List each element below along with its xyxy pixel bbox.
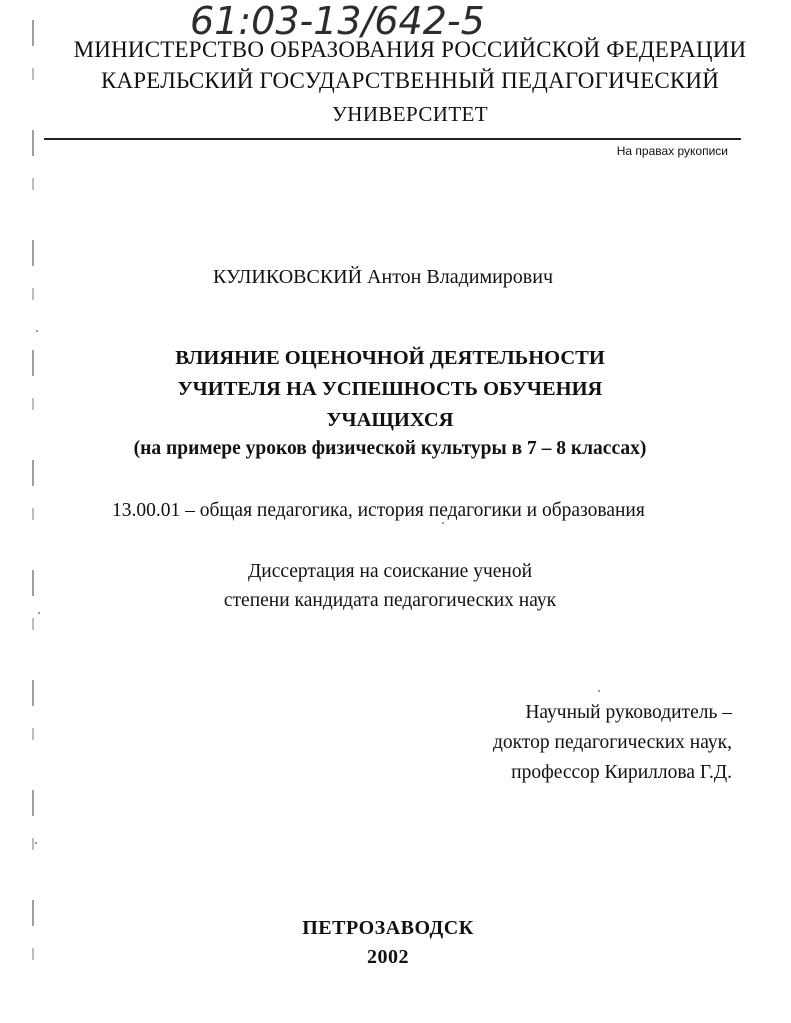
city-name: ПЕТРОЗАВОДСК — [302, 917, 474, 939]
scan-speck — [35, 842, 37, 844]
title-line-1: ВЛИЯНИЕ ОЦЕНОЧНОЙ ДЕЯТЕЛЬНОСТИ — [175, 347, 605, 369]
scan-speck — [36, 330, 38, 332]
publication-year: 2002 — [367, 946, 409, 968]
ministry-name: МИНИСТЕРСТВО ОБРАЗОВАНИЯ РОССИЙСКОЙ ФЕДЕРАЦИИ — [73, 37, 747, 62]
advisor-role: Научный руководитель – — [525, 702, 732, 723]
university-name-line2: УНИВЕРСИТЕТ — [331, 102, 489, 126]
title-subtitle: (на примере уроков физической культуры в 7 – 8 классах) — [133, 438, 647, 459]
header-divider — [44, 138, 741, 140]
title-line-2: УЧИТЕЛЯ НА УСПЕШНОСТЬ ОБУЧЕНИЯ — [177, 378, 603, 400]
scan-speck — [38, 612, 40, 614]
handwritten-code-text: 61:03-13/642-5 — [190, 0, 485, 43]
dissertation-degree-line-2: степени кандидата педагогических наук — [223, 590, 557, 611]
title-line-3: УЧАЩИХСЯ — [326, 409, 454, 431]
scan-speck — [598, 690, 600, 692]
scan-binding-edge — [32, 20, 34, 1000]
scan-speck — [442, 522, 444, 524]
dissertation-degree-line-1: Диссертация на соискание ученой — [247, 561, 533, 582]
specialty-code: 13.00.01 – общая педагогика, история педагогики и образования — [112, 500, 645, 521]
advisor-name: профессор Кириллова Г.Д. — [511, 762, 732, 783]
manuscript-rights-note: На правах рукописи — [616, 144, 728, 158]
author-name: КУЛИКОВСКИЙ Антон Владимирович — [213, 266, 554, 288]
university-name-line1: КАРЕЛЬСКИЙ ГОСУДАРСТВЕННЫЙ ПЕДАГОГИЧЕСКИЙ — [100, 68, 720, 93]
advisor-degree: доктор педагогических наук, — [493, 732, 732, 753]
